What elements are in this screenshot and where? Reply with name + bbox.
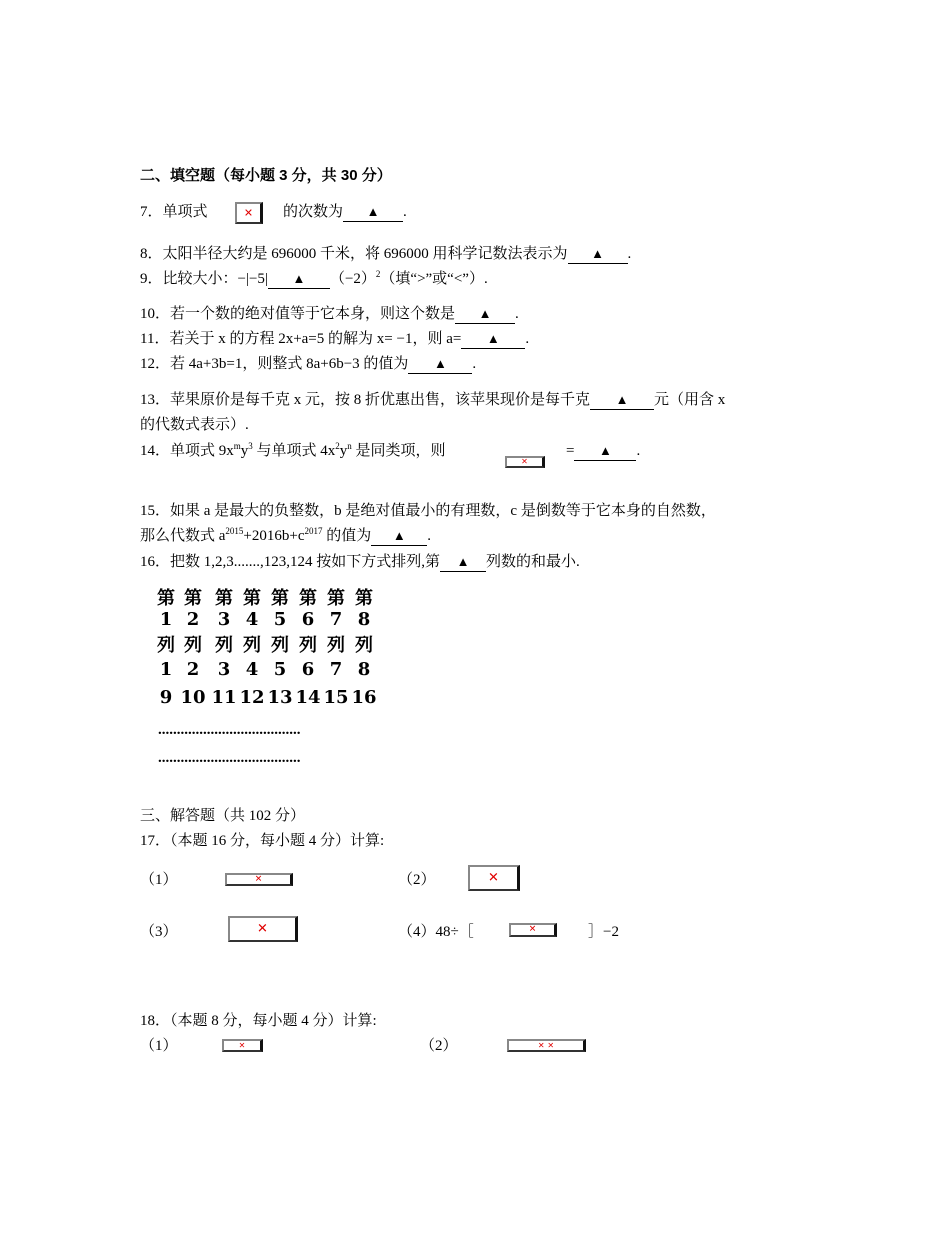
answer-blank: ▲ [455,305,515,324]
question-8: 8．太阳半径大约是 696000 千米，将 696000 用科学记数法表示为 ▲ . [140,246,632,262]
table-row-1-cell: 8 [357,659,371,680]
table-header-di-cell: 第 [243,588,261,609]
table-row-1-cell: 1 [159,659,173,680]
question-7: 7．单项式 的次数为 ▲ . [140,204,407,220]
broken-image-icon: ✕ [225,873,293,886]
table-header-di-cell: 第 [271,588,289,609]
table-header-di-cell: 第 [355,588,373,609]
broken-image-icon: ✕ ✕ [507,1039,586,1052]
table-header-lie-cell: 列 [243,635,261,656]
section2-title: 二、填空题（每小题 3 分，共 30 分） [140,167,392,184]
table-header-lie-cell: 列 [184,635,202,656]
table-row-1-cell: 5 [273,659,287,680]
q17-part-1: （1） [140,872,178,888]
table-header-lie-cell: 列 [271,635,289,656]
question-13: 13．苹果原价是每千克 x 元，按 8 折优惠出售，该苹果现价是每千克 ▲ 元（用含 x [140,392,726,408]
table-header-num-cell: 3 [217,609,231,630]
table-header-di-cell: 第 [157,588,175,609]
section3-title: 三、解答题（共 102 分） [140,808,306,824]
broken-image-icon: ✕ [228,916,298,942]
question-9: 9．比较大小：−|−5| ▲ $(-2)^2$（填“>”或“<”）. [140,269,488,287]
ellipsis-row: ...................................... [158,750,301,766]
table-header-num-cell: 5 [273,609,287,630]
broken-image-icon: ✕ [235,202,263,224]
question-13-cont: 的代数式表示）. [140,417,249,433]
table-header-lie-cell: 列 [355,635,373,656]
question-14: 14．单项式 $9x^my^3$ 与单项式 $4x^2y^n$ 是同类项，则 [140,441,446,459]
broken-image-icon: ✕ [222,1039,263,1052]
table-row-2-cell: 14 [295,687,321,708]
answer-blank: ▲ [440,553,486,572]
question-10: 10．若一个数的绝对值等于它本身，则这个数是 ▲ . [140,306,519,322]
table-header-di-cell: 第 [327,588,345,609]
question-14-answer: = ▲ . [566,443,641,459]
q17-part-3: （3） [140,924,178,940]
answer-blank: ▲ [574,442,636,461]
table-row-2-cell: 16 [351,687,377,708]
table-header-lie-cell: 列 [215,635,233,656]
question-18: 18．（本题 8 分，每小题 4 分）计算: [140,1013,377,1029]
table-row-2-cell: 15 [323,687,349,708]
table-header-di-cell: 第 [184,588,202,609]
q18-part-2: （2） [420,1038,458,1054]
q17-part-2: （2） [398,872,436,888]
q17-part-4: （4）48÷［ [398,924,474,940]
question-12: 12．若 4a+3b=1，则整式 8a+6b−3 的值为 ▲ . [140,356,477,372]
q17-part-4-end: ］−2 [588,924,619,940]
question-15-cont: 那么代数式 $a^{2015}+2016b+c^{2017}$ 的值为 ▲ . [140,526,432,544]
table-header-lie-cell: 列 [327,635,345,656]
broken-image-icon: ✕ [468,865,520,891]
table-header-lie-cell: 列 [299,635,317,656]
table-row-1-cell: 4 [245,659,259,680]
table-row-2-cell: 12 [239,687,265,708]
table-row-1-cell: 7 [329,659,343,680]
table-header-num-cell: 2 [186,609,200,630]
table-header-num-cell: 4 [245,609,259,630]
question-16: 16．把数 1,2,3.......,123,124 按如下方式排列,第 ▲ 列数的和最小. [140,554,580,570]
table-header-di-cell: 第 [215,588,233,609]
table-row-1-cell: 3 [217,659,231,680]
question-11: 11．若关于 x 的方程 2x+a=5 的解为 x= −1，则 a= ▲ . [140,331,530,347]
answer-blank: ▲ [461,330,525,349]
table-header-num-cell: 7 [329,609,343,630]
table-row-2-cell: 10 [180,687,206,708]
table-header-lie-cell: 列 [157,635,175,656]
table-row-1-cell: 2 [186,659,200,680]
table-row-1-cell: 6 [301,659,315,680]
table-header-di-cell: 第 [299,588,317,609]
answer-blank: ▲ [268,270,330,289]
answer-blank: ▲ [371,527,427,546]
q18-part-1: （1） [140,1038,178,1054]
broken-image-icon: ✕ [505,456,545,468]
table-header-num-cell: 1 [159,609,173,630]
table-row-2-cell: 11 [211,687,237,708]
answer-blank: ▲ [343,203,403,222]
answer-blank: ▲ [408,355,472,374]
table-row-2-cell: 13 [267,687,293,708]
broken-image-icon: ✕ [509,923,557,937]
question-15: 15．如果 a 是最大的负整数，b 是绝对值最小的有理数，c 是倒数等于它本身的自然数， [140,503,716,519]
answer-blank: ▲ [568,245,628,264]
ellipsis-row: ...................................... [158,722,301,738]
question-17: 17．（本题 16 分，每小题 4 分）计算: [140,833,385,849]
table-header-num-cell: 6 [301,609,315,630]
answer-blank: ▲ [590,391,654,410]
table-header-num-cell: 8 [357,609,371,630]
table-row-2-cell: 9 [159,687,173,708]
